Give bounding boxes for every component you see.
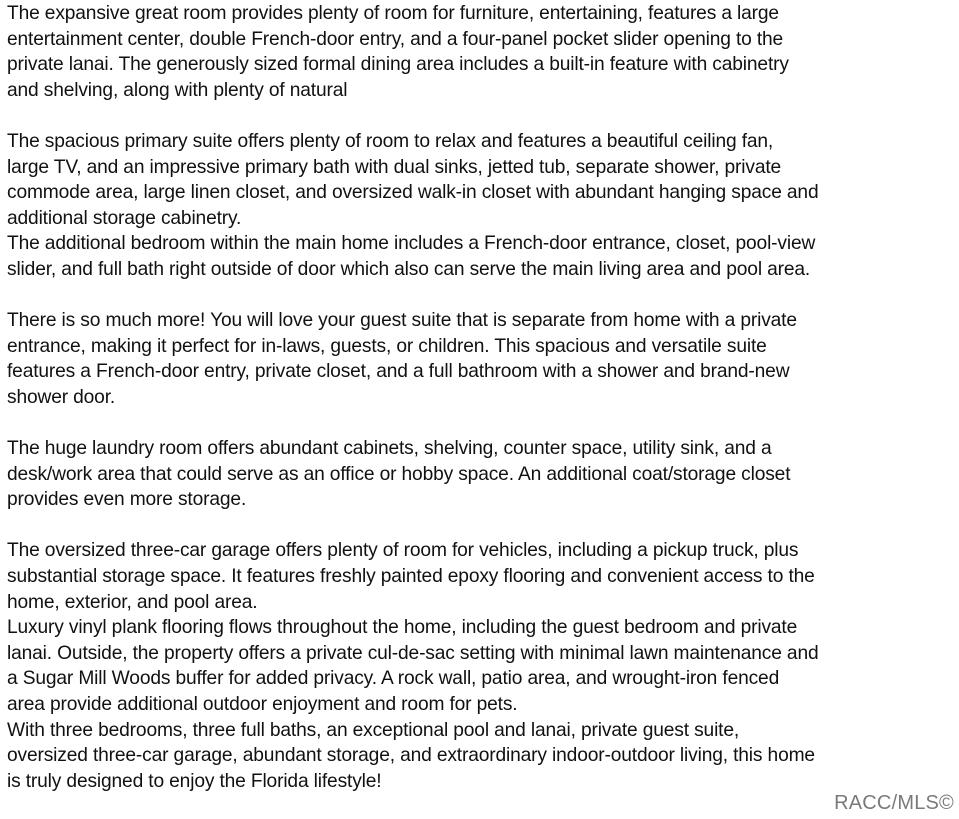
listing-description — [7, 1, 819, 794]
paragraph-gap — [7, 103, 819, 129]
paragraph-laundry: The huge laundry room offers abundant cabinets, shelving, counter space, utility sink, and a desk/work area that could serve as an office or hobby space. An additional coat/storage closet provides even more storage. — [7, 438, 791, 511]
paragraph-gap — [7, 513, 819, 539]
paragraph-garage: The oversized three-car garage offers plenty of room for vehicles, including a pickup truck, plus substantial storage space. It features freshly painted epoxy flooring and convenient access to the home, exterior, and pool area. — [7, 540, 815, 613]
paragraph-guest-suite: There is so much more! You will love your guest suite that is separate from home with a private entrance, making it perfect for in-laws, guests, or children. This spacious and versatile suite features a French-door entry, private closet, and a full bathroom with a shower and brand-new shower door. — [7, 310, 797, 408]
paragraph-summary: With three bedrooms, three full baths, an exceptional pool and lanai, private guest suite, oversized three-car garage, abundant storage, and extraordinary indoor-outdoor living, this home is truly designed to enjoy the Florida lifestyle! — [7, 719, 815, 792]
paragraph-great-room: The expansive great room provides plenty of room for furniture, entertaining, features a large entertainment center, double French-door entry, and a four-panel pocket slider opening to the private lanai. The generously sized formal dining area includes a built-in feature with cabinetry and shelving, along with plenty of natural — [7, 3, 789, 101]
mls-watermark: RACC/MLS© — [834, 792, 954, 814]
paragraph-additional-bedroom: The additional bedroom within the main home includes a French-door entrance, closet, pool-view slider, and full bath right outside of door which also can serve the main living area and pool area. — [7, 233, 816, 280]
paragraph-primary-suite: The spacious primary suite offers plenty of room to relax and features a beautiful ceiling fan, large TV, and an impressive primary bath with dual sinks, jetted tub, separate shower, private commode area, large linen closet, and oversized walk-in closet with abundant hanging space and additional storage cabinetry. — [7, 130, 819, 229]
paragraph-gap — [7, 411, 819, 437]
paragraph-flooring-outdoor: Luxury vinyl plank flooring flows throughout the home, including the guest bedroom and private lanai. Outside, the property offers a private cul-de-sac setting with minimal lawn maintenance and a Sugar Mill Woods buffer for added privacy. A rock wall, patio area, and wrought-iron fenced area provide additional outdoor enjoyment and room for pets. — [7, 617, 819, 716]
paragraph-gap — [7, 283, 819, 309]
